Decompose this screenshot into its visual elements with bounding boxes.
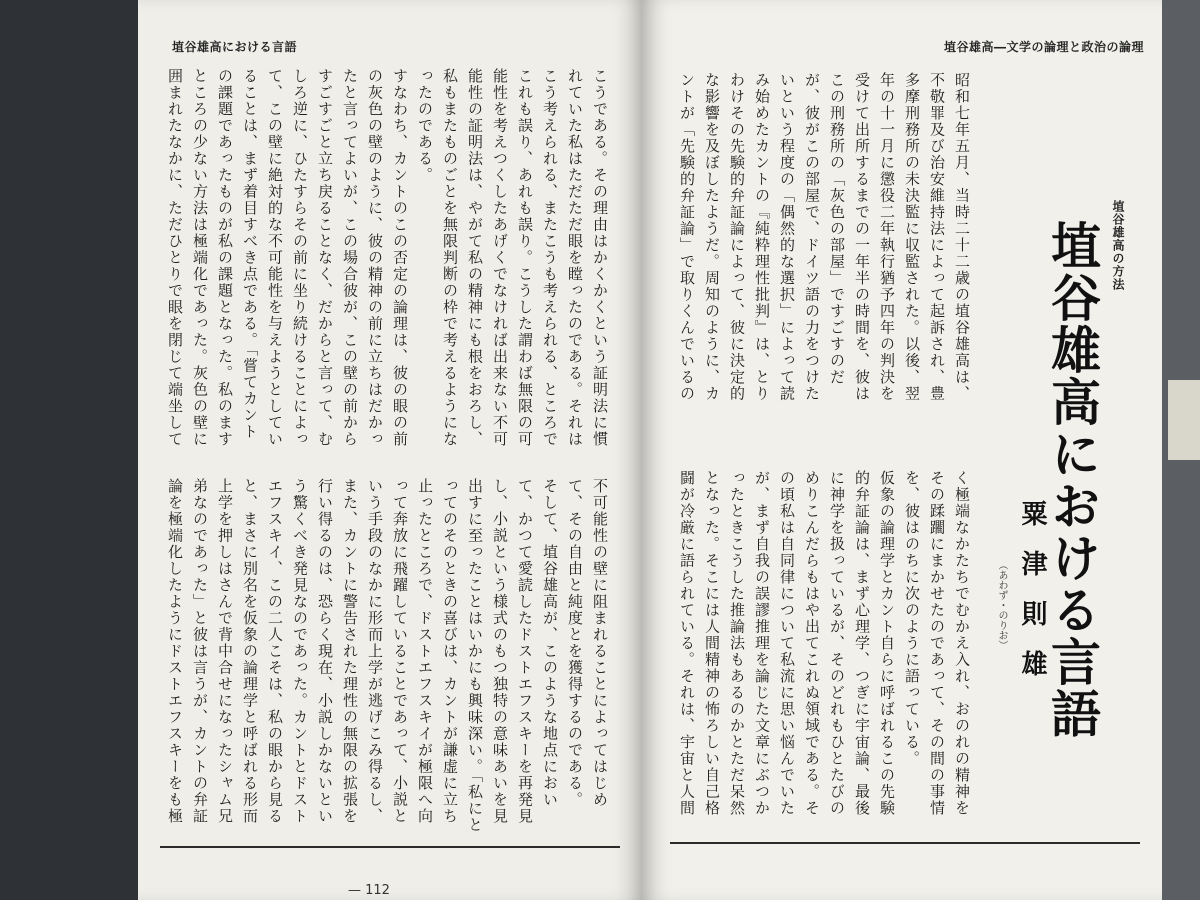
right-running-head: 埴谷雄高―文学の論理と政治の論理 <box>943 40 1144 54</box>
left-footer-rule <box>160 846 620 848</box>
adjacent-photo <box>1168 380 1200 460</box>
author-name: 粟津則雄 <box>1017 500 1047 700</box>
right-page <box>642 0 1162 900</box>
left-page <box>138 0 642 900</box>
page-number: — 112 <box>348 883 390 898</box>
left-running-head: 埴谷雄高における言語 <box>172 40 298 54</box>
right-upper-body-text: 昭和七年五月、当時二十二歳の埴谷雄高は、不敬罪及び治安維持法によって起訴され、豊多摩刑務所の未決監に収監された。以後、翌年の十一月に懲役二年執行猶予四年の判決を受けて出所するまでの一年半の時間を、彼はこの刑務所の「灰色の部屋」ですごすのだが、彼がこの部屋で、ドイツ語の力をつけたいという程度の「偶然的な選択」によって読み始めたカントの『純粋理性批判』は、とりわけその先験的弁証論によって、彼に決定的な影響を及ぼしたようだ。周知のように、カントが「先験的弁証論」で取りくんでいるの <box>678 72 971 402</box>
series-label: 埴谷雄高の方法 <box>1111 200 1125 291</box>
right-lower-body-text: く極端なかたちでむかえ入れ、おのれの精神をその蹂躙にまかせたのであって、その間の事情を、彼はのちに次のように語っている。 仮象の論理学とカント自らに呼ばれるこの先験的弁証論は、まず心理学、つぎに宇宙論、最後に神学を扱っているが、そのどれもひとたびのめりこんだらもはや出てこれぬ領域である。その頃私は自同律について私流に思い悩んでいたが、まず自我の誤謬推理を論じた文章にぶつかったときこうした推論法もあるのかとただ呆然となった。そこには人間精神の怖ろしい自己格闘が冷厳に語られている。それは、宇宙と人間 <box>678 470 971 817</box>
author-reading: （あわず・のりお） <box>996 560 1007 650</box>
article-title: 埴谷雄高における言語 <box>1043 220 1102 740</box>
left-lower-body-text: 不可能性の壁に阻まれることによってはじめて、その自由と純度とを獲得するのである。 そして、埴谷雄高が、このような地点において、かつて愛読したドストエフスキーを再発見し、小説という様式のもつ独特の意味あいを見出すに至ったことはいかにも興味深い。「私にとってのそのときの喜びは、カントが謙虚に立ち止ったところで、ドストエフスキイが極限へ向って奔放に飛躍していることであって、小説という手段のなかに形而上学が逃げこみ得るし、また、カントに警告された理性の無限の拡張を行い得るのは、恐らく現在、小説しかないという驚くべき発見なのであった。カントとドストエフスキイ、この二人こそは、私の眼から見ると、まさに別名を仮象の論理学と呼ばれる形而上学を押しはさんで背中合せになったシャム兄弟なのであった」と彼は言うが、カントの弁証論を極端化したようにドストエフスキーをも極 <box>166 478 609 834</box>
background-left <box>0 0 140 900</box>
left-upper-body-text: こうである。その理由はかくかくという証明法に慣れていた私はただただ眼を瞠ったのである。それはこう考えられる、またこうも考えられる、ところでこれも誤り、あれも誤り。こうした謂わば無限の可能性を考えつくしたあげくでなければ出来ない不可能性の証明法は、やがて私の精神にも根をおろし、私もまたものごとを無限判断の枠で考えるようになったのである。 すなわち、カントのこの否定の論理は、彼の眼の前の灰色の壁のように、彼の精神の前に立ちはだかったと言ってよいが、この場合彼が、この壁の前からすごすごと立ち戻ることなく、だからと言って、むしろ逆に、ひたすらその前に坐り続けることによって、この壁に絶対的な不可能性を与えようとしていることは、まず着目すべき点である。「嘗てカントの課題であったものが私の課題となった。私のますところの少ない方法は極端化であった。灰色の壁に囲まれたなかに、ただひとりで眼を閉じて端坐して <box>166 68 609 448</box>
right-footer-rule <box>670 842 1140 844</box>
